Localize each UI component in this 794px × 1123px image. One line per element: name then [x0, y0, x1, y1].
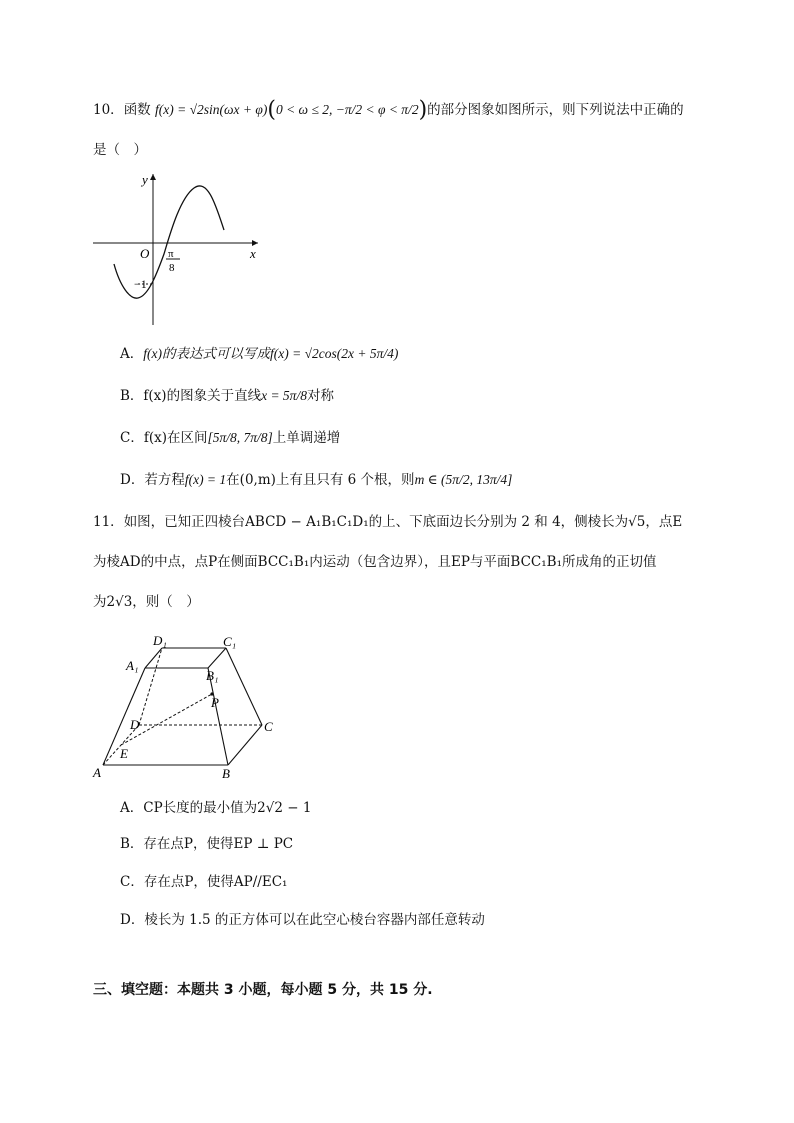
q11-line1: 11．如图，已知正四棱台ABCD − A₁B₁C₁D₁的上、下底面边长分别为 2 和 4，侧棱长为√5，点E: [93, 514, 683, 530]
svg-text:P: P: [211, 695, 219, 710]
q11-option-d: D．棱长为 1.5 的正方体可以在此空心棱台容器内部任意转动: [120, 912, 485, 928]
svg-text:A₁: A₁: [126, 658, 139, 673]
q11-line3: 为2√3，则（ ）: [93, 594, 200, 610]
svg-text:C₁: C₁: [223, 634, 237, 649]
q10-option-a: A．f(x)的表达式可以写成f(x) = √2cos(2x + 5π/4): [120, 346, 399, 362]
q10-condition: 0 < ω ≤ 2, −π/2 < φ < π/2: [275, 102, 419, 117]
q11-line2: 为棱AD的中点，点P在侧面BCC₁B₁内运动（包含边界），且EP与平面BCC₁B₁所成角的正切值: [93, 554, 657, 570]
y-label: y: [142, 172, 148, 187]
svg-text:A: A: [93, 765, 101, 780]
svg-text:8: 8: [169, 262, 175, 274]
x-label: x: [250, 246, 256, 261]
section3-heading: 三、填空题：本题共 3 小题，每小题 5 分，共 15 分.: [93, 982, 433, 998]
q10-tail: 的部分图象如图所示，则下列说法中正确的: [427, 102, 684, 118]
svg-text:B₁: B₁: [206, 668, 219, 683]
q11-option-c: C．存在点P，使得AP//EC₁: [120, 874, 288, 890]
x-tick-label: π: [168, 248, 174, 260]
svg-text:D: D: [130, 717, 140, 732]
y-tick-label: −1: [134, 277, 147, 291]
q10-option-c: C．f(x)在区间[5π/8, 7π/8]上单调递增: [120, 430, 341, 446]
svg-text:C: C: [264, 719, 273, 734]
q10-lead: 函数: [123, 102, 151, 118]
q11-frustum-figure: [90, 632, 290, 782]
q10-number: 10．: [93, 102, 124, 118]
q10-line1: 10．函数 f(x) = √2sin(ωx + φ)(0 < ω ≤ 2, −π/2 < φ < π/2)的部分图象如图所示，则下列说法中正确的: [93, 97, 684, 123]
q10-option-b: B．f(x)的图象关于直线x = 5π/8对称: [120, 388, 334, 404]
svg-text:E: E: [120, 746, 128, 761]
q10-option-d: D．若方程f(x) = 1在(0,m)上有且只有 6 个根，则m ∈ (5π/2, 13π/4]: [120, 472, 513, 488]
svg-text:B: B: [222, 766, 230, 781]
origin-label: O: [140, 246, 150, 261]
sine-curve: [114, 186, 224, 298]
svg-text:D₁: D₁: [153, 633, 167, 648]
q11-option-b: B．存在点P，使得EP ⊥ PC: [120, 836, 294, 852]
q11-option-a: A．CP长度的最小值为2√2 − 1: [120, 800, 312, 816]
q10-formula: f(x) = √2sin(ωx + φ): [154, 102, 268, 117]
q10-graph: [90, 168, 270, 328]
q10-line2: 是（ ）: [93, 142, 147, 158]
